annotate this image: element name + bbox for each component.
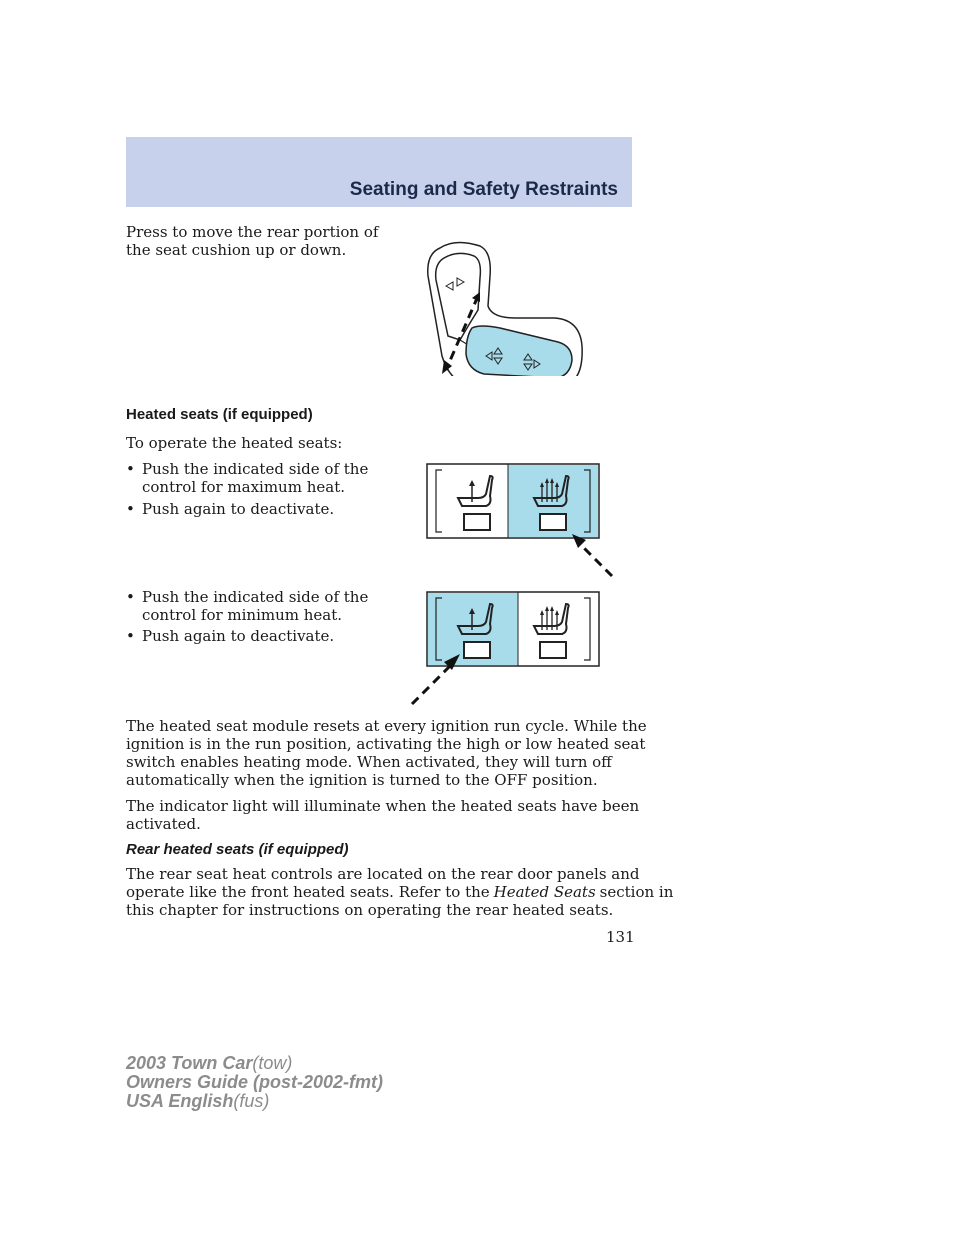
rear-heated-line-2 xyxy=(126,883,673,901)
heated-seat-switch-min-illustration xyxy=(406,590,602,708)
para2-line-1: The indicator light will illuminate when the heated seats have been xyxy=(126,797,640,815)
heated-seats-reference: Heated Seats xyxy=(493,883,596,901)
bullet-text: Push the indicated side of the xyxy=(142,588,369,606)
footer-language-code: (fus) xyxy=(233,1091,270,1111)
intro-line-2: the seat cushion up or down. xyxy=(126,241,347,259)
heated-seat-switch-max-illustration xyxy=(426,462,618,580)
rear-heated-line-1: The rear seat heat controls are located on the rear door panels and xyxy=(126,865,640,883)
para1-line-4: automatically when the ignition is turned to the OFF position. xyxy=(126,771,598,789)
footer-model: 2003 Town Car xyxy=(126,1053,253,1073)
seat-cushion-control-illustration xyxy=(420,236,590,376)
intro-line-1: Press to move the rear portion of xyxy=(126,223,379,241)
footer-line-1 xyxy=(126,1054,383,1073)
rear-heated-line-2-post: section in xyxy=(599,883,674,901)
section-header xyxy=(126,137,632,207)
footer-line-3 xyxy=(126,1092,383,1111)
bullet-text: control for minimum heat. xyxy=(142,606,343,624)
bullet-dot: • xyxy=(126,460,135,478)
footer xyxy=(126,1054,383,1111)
rear-heated-seats-heading: Rear heated seats (if equipped) xyxy=(126,841,349,858)
para2-line-2: activated. xyxy=(126,815,201,833)
section-title: Seating and Safety Restraints xyxy=(349,179,618,200)
rear-heated-line-3: this chapter for instructions on operating the rear heated seats. xyxy=(126,901,614,919)
para1-line-1: The heated seat module resets at every ignition run cycle. While the xyxy=(126,717,647,735)
footer-line-2: Owners Guide (post-2002-fmt) xyxy=(126,1072,384,1092)
bullet-text: Push again to deactivate. xyxy=(142,500,335,518)
footer-language: USA English xyxy=(126,1091,234,1111)
heated-seats-heading: Heated seats (if equipped) xyxy=(126,406,313,423)
bullet-text: control for maximum heat. xyxy=(142,478,345,496)
para1-line-3: switch enables heating mode. When activated, they will turn off xyxy=(126,753,612,771)
bullet-text: Push the indicated side of the xyxy=(142,460,369,478)
footer-model-code: (tow) xyxy=(252,1053,293,1073)
rear-heated-line-2-pre: operate like the front heated seats. Refer to the xyxy=(126,883,490,901)
para1-line-2: ignition is in the run position, activating the high or low heated seat xyxy=(126,735,646,753)
page-number: 131 xyxy=(606,928,635,946)
bullet-dot: • xyxy=(126,627,135,645)
bullet-dot: • xyxy=(126,500,135,518)
bullet-dot: • xyxy=(126,588,135,606)
heated-seats-lead: To operate the heated seats: xyxy=(126,434,343,452)
bullet-text: Push again to deactivate. xyxy=(142,627,335,645)
